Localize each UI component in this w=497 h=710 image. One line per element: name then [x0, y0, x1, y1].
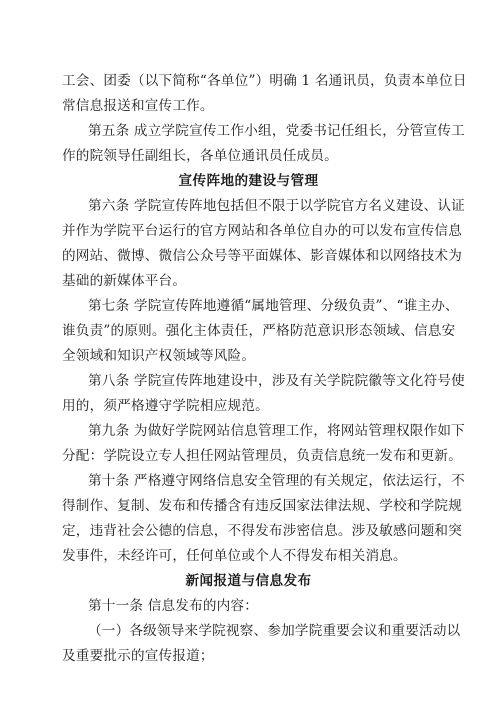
article-9-line: 第九条 为做好学院网站信息管理工作，将网站管理权限作如下 [88, 423, 465, 439]
paragraph-line: 得制作、复制、发布和传播含有违反国家法律法规、学校和学院规 [62, 498, 463, 514]
paragraph-line: 的网站、微博、微信公众号等平面媒体、影音媒体和以网络技术为 [62, 248, 463, 264]
article-7-line: 第七条 学院宣传阵地遵循“属地管理、分级负责”、“谁主办、 [88, 298, 459, 314]
paragraph-line: 用的，须严格遵守学院相应规范。 [62, 398, 269, 414]
article-11-line: 第十一条 信息发布的内容： [88, 598, 259, 614]
paragraph-line: 分配：学院设立专人担任网站管理员，负责信息统一发布和更新。 [62, 448, 463, 464]
paragraph-line: 全领域和知识产权领域等风险。 [62, 348, 256, 364]
article-5-line: 第五条 成立学院宣传工作小组，党委书记任组长，分管宣传工 [88, 123, 465, 139]
paragraph-line: 定，违背社会公德的信息，不得发布涉密信息。涉及敏感问题和突 [62, 523, 463, 539]
paragraph-line: 作的院领导任副组长，各单位通讯员任成员。 [62, 148, 338, 164]
article-6-line: 第六条 学院宣传阵地包括但不限于以学院官方名义建设、认证 [88, 198, 465, 214]
paragraph-line: 常信息报送和宣传工作。 [62, 98, 214, 114]
paragraph-line: 基础的新媒体平台。 [62, 273, 187, 289]
paragraph-line: 工会、团委（以下简称“各单位”）明确 1 名通讯员，负责本单位日 [62, 73, 467, 89]
section-heading-publicity-front: 宣传阵地的建设与管理 [178, 173, 319, 189]
article-10-line: 第十条 严格遵守网络信息安全管理的有关规定，依法运行，不 [88, 473, 465, 489]
article-8-line: 第八条 学院宣传阵地建设中，涉及有关学院院徽等文化符号使 [88, 373, 465, 389]
section-heading-news: 新闻报道与信息发布 [185, 573, 312, 589]
paragraph-line: 及重要批示的宣传报道； [62, 648, 214, 664]
paragraph-line: 发事件，未经许可，任何单位或个人不得发布相关消息。 [62, 548, 407, 564]
paragraph-line: 并作为学院平台运行的官方网站和各单位自办的可以发布宣传信息 [62, 223, 463, 239]
paragraph-line: 谁负责”的原则。强化主体责任，严格防范意识形态领域、信息安 [62, 323, 456, 339]
list-item-1-line: （一）各级领导来学院视察、参加学院重要会议和重要活动以 [88, 623, 461, 639]
